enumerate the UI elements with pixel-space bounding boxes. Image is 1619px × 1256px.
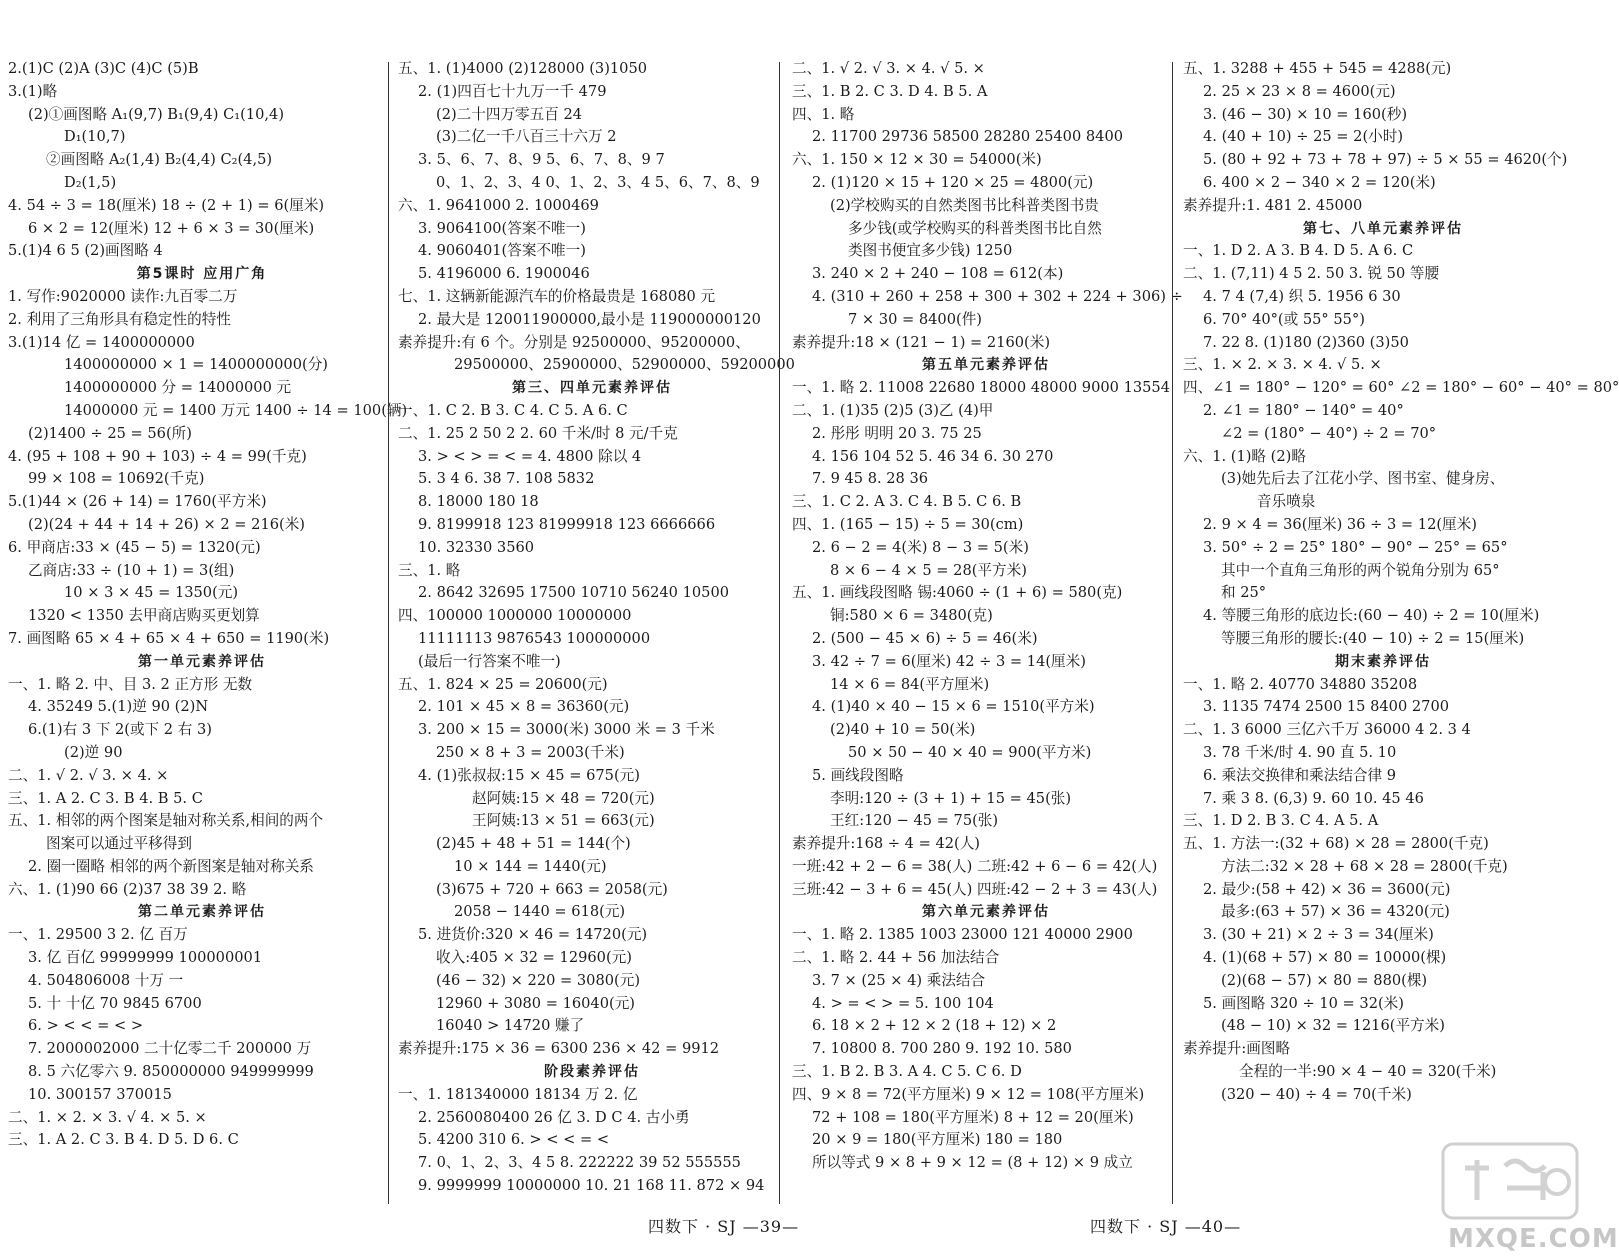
column-2 — [398, 58, 795, 1198]
answer-line: 4. (40 + 10) ÷ 25 = 2(小时) — [1203, 128, 1404, 146]
answer-line: 9. 9999999 10000000 10. 21 168 11. 872 × 94 — [418, 1177, 765, 1195]
answer-line: 7. 10800 8. 700 280 9. 192 10. 580 — [812, 1040, 1072, 1058]
answer-line: 类图书便宜多少钱) 1250 — [848, 242, 1013, 260]
answer-line: 2. (1)120 × 15 + 120 × 25 = 4800(元) — [812, 173, 1094, 191]
answer-line: 1400000000 × 1 = 1400000000(分) — [64, 356, 328, 374]
answer-line: (2)①画图略 A₁(9,7) B₁(9,4) C₁(10,4) — [28, 105, 285, 123]
answer-line: (2)(24 + 44 + 14 + 26) × 2 = 216(米) — [28, 515, 305, 533]
answer-line: 2058 − 1440 = 618(元) — [454, 903, 626, 921]
answer-line: 8. 18000 180 18 — [418, 493, 539, 511]
answer-line: 2.(1)C (2)A (3)C (4)C (5)B — [8, 60, 199, 77]
page-footer-left: 四数下 · SJ —39— — [648, 1217, 800, 1236]
answer-line: 2. ∠1 = 180° − 140° = 40° — [1203, 401, 1404, 419]
answer-line: 一、1. 略 2. 11008 22680 18000 48000 9000 13554 — [792, 379, 1171, 397]
answer-line: 二、1. √ 2. √ 3. × 4. √ 5. × — [792, 60, 985, 77]
answer-line: 四、1. (165 − 15) ÷ 5 = 30(cm) — [792, 515, 1024, 533]
answer-line: 其中一个直角三角形的两个锐角分别为 65° — [1221, 561, 1500, 579]
answer-line: 5. 十 十亿 70 9845 6700 — [28, 994, 202, 1012]
answer-line: 七、1. 这辆新能源汽车的价格最贵是 168080 元 — [398, 287, 716, 305]
answer-line: (48 − 10) × 32 = 1216(平方米) — [1221, 1017, 1445, 1035]
answer-line: 三、1. D 2. B 3. C 4. A 5. A — [1183, 812, 1379, 830]
answer-line: 4. > = < > = 5. 100 104 — [812, 994, 994, 1012]
answer-line: 四、100000 1000000 10000000 — [398, 607, 632, 625]
answer-line: 二、1. (1)35 (2)5 (3)乙 (4)甲 — [792, 401, 994, 419]
answer-line: 五、1. 画线段图略 锡:4060 ÷ (1 + 6) = 580(克) — [792, 584, 1123, 602]
answer-line: 8 × 6 − 4 × 5 = 28(平方米) — [830, 561, 1027, 579]
answer-line: 1320 < 1350 去甲商店购买更划算 — [28, 607, 260, 625]
section-heading: 阶段素养评估 — [544, 1064, 640, 1081]
answer-line: (2)逆 90 — [64, 743, 123, 761]
answer-line: 素养提升:有 6 个。分别是 92500000、95200000、 — [398, 333, 750, 351]
answer-line: 李明:120 ÷ (3 + 1) + 15 = 45(张) — [830, 789, 1072, 807]
page-footer-right: 四数下 · SJ —40— — [1090, 1217, 1242, 1236]
answer-line: 素养提升:18 × (121 − 1) = 2160(米) — [792, 333, 1051, 351]
column-divider — [779, 62, 780, 1204]
answer-line: (2)45 + 48 + 51 = 144(个) — [436, 835, 631, 853]
answer-line: 7. 22 8. (1)180 (2)360 (3)50 — [1203, 333, 1409, 351]
column-3 — [792, 58, 1183, 1175]
answer-line: 4. 156 104 52 5. 46 34 6. 30 270 — [812, 447, 1054, 465]
answer-line: 一、1. 29500 3 2. 亿 百万 — [8, 926, 188, 944]
answer-line: 5. 画图略 320 ÷ 10 = 32(米) — [1203, 994, 1404, 1012]
answer-line: 音乐喷泉 — [1257, 493, 1316, 511]
answer-line: 和 25° — [1221, 584, 1267, 602]
section-heading: 第七、八单元素养评估 — [1303, 220, 1463, 237]
answer-line: 3. 78 千米/时 4. 90 直 5. 10 — [1203, 743, 1397, 761]
answer-line: 素养提升:175 × 36 = 6300 236 × 42 = 9912 — [398, 1040, 720, 1058]
answer-line: 六、1. 9641000 2. 1000469 — [398, 196, 599, 214]
answer-line: 二、1. (7,11) 4 5 2. 50 3. 锐 50 等腰 — [1183, 265, 1440, 283]
answer-line: 5. 3 4 6. 38 7. 108 5832 — [418, 470, 595, 488]
answer-line: 11111113 9876543 100000000 — [418, 629, 651, 647]
answer-line: ∠2 = (180° − 40°) ÷ 2 = 70° — [1221, 424, 1437, 442]
answer-line: 99 × 108 = 10692(千克) — [28, 470, 205, 488]
answer-line: (320 − 40) ÷ 4 = 70(千米) — [1221, 1085, 1412, 1103]
answer-line: 7. 乘 3 8. (6,3) 9. 60 10. 45 46 — [1203, 789, 1424, 807]
answer-line: 4. (1)(68 + 57) × 80 = 10000(棵) — [1203, 949, 1447, 967]
answer-line: 6 × 2 = 12(厘米) 12 + 6 × 3 = 30(厘米) — [28, 219, 315, 237]
answer-line: 四、1. 略 — [792, 105, 855, 123]
watermark-text: MXQE.COM — [1448, 1224, 1619, 1254]
answer-line: 4. 504806008 十万 一 — [28, 971, 184, 989]
answer-line: 2. 6 − 2 = 4(米) 8 − 3 = 5(米) — [812, 538, 1029, 556]
answer-line: 2. 最大是 120011900000,最小是 119000000120 — [418, 310, 761, 328]
answer-line: 等腰三角形的腰长:(40 − 10) ÷ 2 = 15(厘米) — [1221, 629, 1525, 647]
answer-line: 7. 9 45 8. 28 36 — [812, 470, 929, 488]
column-divider — [1172, 62, 1173, 1204]
answer-line: 五、1. 方法一:(32 + 68) × 28 = 2800(千克) — [1183, 835, 1489, 853]
answer-line: (46 − 32) × 220 = 3080(元) — [436, 971, 641, 989]
answer-line: 72 + 108 = 180(平方厘米) 8 + 12 = 20(厘米) — [812, 1108, 1134, 1126]
answer-line: 二、1. 略 2. 44 + 56 加法结合 — [792, 949, 1000, 967]
answer-line: 10. 300157 370015 — [28, 1085, 172, 1103]
answer-line: 图案可以通过平移得到 — [46, 835, 192, 853]
answer-line: 四、9 × 8 = 72(平方厘米) 9 × 12 = 108(平方厘米) — [792, 1085, 1145, 1103]
answer-line: 2. 101 × 45 × 8 = 36360(元) — [418, 698, 630, 716]
column-divider — [388, 62, 389, 1204]
answer-line: 3. 50° ÷ 2 = 25° 180° − 90° − 25° = 65° — [1203, 538, 1508, 556]
answer-line: 一、1. D 2. A 3. B 4. D 5. A 6. C — [1183, 242, 1414, 260]
answer-line: 3.(1)略 — [8, 82, 58, 100]
answer-line: 一班:42 + 2 − 6 = 38(人) 二班:42 + 6 − 6 = 42(人) — [792, 857, 1158, 875]
answer-line: 五、1. 相邻的两个图案是轴对称关系,相间的两个 — [8, 812, 324, 830]
answer-line: D₂(1,5) — [64, 173, 117, 191]
answer-line: 全程的一半:90 × 4 − 40 = 320(千米) — [1239, 1063, 1497, 1081]
answer-line: 赵阿姨:15 × 48 = 720(元) — [472, 789, 655, 807]
answer-line: 六、1. 150 × 12 × 30 = 54000(米) — [792, 151, 1042, 169]
section-heading: 第三、四单元素养评估 — [512, 380, 672, 397]
answer-line: 六、1. (1)略 (2)略 — [1183, 447, 1306, 465]
column-4 — [1183, 58, 1619, 1107]
answer-line: (2)40 + 10 = 50(米) — [830, 721, 976, 739]
answer-line: (2)(68 − 57) × 80 = 880(棵) — [1221, 971, 1428, 989]
answer-line: 王红:120 − 45 = 75(张) — [830, 812, 999, 830]
answer-line: 29500000、25900000、52900000、59200000 — [454, 356, 795, 374]
answer-line: 铜:580 × 6 = 3480(克) — [830, 607, 993, 625]
answer-line: 3. 42 ÷ 7 = 6(厘米) 42 ÷ 3 = 14(厘米) — [812, 652, 1086, 670]
answer-line: 一、1. 181340000 18134 万 2. 亿 — [398, 1085, 638, 1103]
answer-line: 2. 11700 29736 58500 28280 25400 8400 — [812, 128, 1124, 146]
answer-line: (2)学校购买的自然类图书比科普类图书贵 — [830, 196, 1099, 214]
answer-line: 6. 甲商店:33 × (45 − 5) = 1320(元) — [8, 538, 261, 556]
answer-line: 5. 4196000 6. 1900046 — [418, 265, 590, 283]
answer-line: 5.(1)4 6 5 (2)画图略 4 — [8, 242, 163, 260]
answer-line: 三班:42 − 3 + 6 = 45(人) 四班:42 − 2 + 3 = 43(人) — [792, 880, 1158, 898]
answer-line: 收入:405 × 32 = 12960(元) — [436, 949, 632, 967]
answer-line: 3. 7 × (25 × 4) 乘法结合 — [812, 971, 986, 989]
answer-line: 四、∠1 = 180° − 120° = 60° ∠2 = 180° − 60° − 40° = 80° — [1183, 379, 1619, 397]
answer-line: ②画图略 A₂(1,4) B₂(4,4) C₂(4,5) — [46, 151, 273, 169]
answer-line: 二、1. 3 6000 三亿六千万 36000 4 2. 3 4 — [1183, 721, 1471, 739]
answer-line: 5. 画线段图略 — [812, 766, 904, 784]
answer-line: 250 × 8 + 3 = 2003(千米) — [436, 743, 625, 761]
answer-line: 10 × 3 × 45 = 1350(元) — [64, 584, 239, 602]
answer-line: 50 × 50 − 40 × 40 = 900(平方米) — [848, 743, 1092, 761]
answer-line: 方法二:32 × 28 + 68 × 28 = 2800(千克) — [1221, 857, 1508, 875]
answer-line: 二、1. 25 2 50 2 2. 60 千米/时 8 元/千克 — [398, 424, 678, 442]
answer-line: 16040 > 14720 赚了 — [436, 1017, 585, 1035]
answer-line: 5.(1)44 × (26 + 14) = 1760(平方米) — [8, 493, 267, 511]
answer-line: 一、1. 略 2. 1385 1003 23000 121 40000 2900 — [792, 926, 1133, 944]
answer-line: 2. 2560080400 26 亿 3. D C 4. 古小勇 — [418, 1108, 690, 1126]
answer-line: 五、1. 824 × 25 = 20600(元) — [398, 675, 608, 693]
answer-line: 2. 彤彤 明明 20 3. 75 25 — [812, 424, 982, 442]
answer-line: 3.(1)14 亿 = 1400000000 — [8, 333, 195, 351]
answer-line: 三、1. × 2. × 3. × 4. √ 5. × — [1183, 356, 1382, 374]
answer-line: 3. 亿 百亿 99999999 100000001 — [28, 949, 263, 967]
answer-line: 二、1. √ 2. √ 3. × 4. × — [8, 766, 169, 784]
section-heading: 第六单元素养评估 — [922, 904, 1050, 921]
answer-line: 素养提升:画图略 — [1183, 1040, 1291, 1058]
answer-line: 14 × 6 = 84(平方厘米) — [830, 675, 990, 693]
answer-line: 2. (1)四百七十九万一千 479 — [418, 82, 607, 100]
answer-line: 8. 5 六亿零六 9. 850000000 949999999 — [28, 1063, 314, 1081]
answer-line: 4. 9060401(答案不唯一) — [418, 242, 586, 260]
answer-line: 素养提升:1. 481 2. 45000 — [1183, 196, 1363, 214]
section-heading: 第五单元素养评估 — [922, 357, 1050, 374]
answer-line: (最后一行答案不唯一) — [418, 652, 561, 670]
answer-line: 10 × 144 = 1440(元) — [454, 857, 607, 875]
answer-line: 4. (1)张叔叔:15 × 45 = 675(元) — [418, 766, 640, 784]
answer-line: 20 × 9 = 180(平方厘米) 180 = 180 — [812, 1131, 1063, 1149]
answer-line: 三、1. C 2. A 3. C 4. B 5. C 6. B — [792, 493, 1022, 511]
answer-line: 三、1. 略 — [398, 561, 461, 579]
answer-line: 4. 54 ÷ 3 = 18(厘米) 18 ÷ (2 + 1) = 6(厘米) — [8, 196, 325, 214]
section-heading: 第二单元素养评估 — [138, 904, 266, 921]
answer-line: 4. (310 + 260 + 258 + 300 + 302 + 224 + 306) ÷ — [812, 287, 1183, 305]
answer-line: 王阿姨:13 × 51 = 663(元) — [472, 812, 655, 830]
answer-line: 3. 240 × 2 + 240 − 108 = 612(本) — [812, 265, 1064, 283]
answer-line: 4. (1)40 × 40 − 15 × 6 = 1510(平方米) — [812, 698, 1095, 716]
answer-line: 12960 + 3080 = 16040(元) — [436, 994, 635, 1012]
answer-line: 14000000 元 = 1400 万元 1400 ÷ 14 = 100(辆) — [64, 401, 408, 419]
answer-line: 3. 1135 7474 2500 15 8400 2700 — [1203, 698, 1450, 716]
answer-line: 三、1. A 2. C 3. B 4. D 5. D 6. C — [8, 1131, 239, 1149]
answer-line: 2. (500 − 45 × 6) ÷ 5 = 46(米) — [812, 629, 1038, 647]
answer-line: 1400000000 分 = 14000000 元 — [64, 379, 292, 397]
answer-line: 7. 0、1、2、3、4 5 8. 222222 39 52 555555 — [418, 1154, 741, 1172]
answer-line: 乙商店:33 ÷ (10 + 1) = 3(组) — [28, 561, 235, 579]
answer-line: 所以等式 9 × 8 + 9 × 12 = (8 + 12) × 9 成立 — [812, 1154, 1133, 1172]
answer-line: 多少钱(或学校购买的科普类图书比自然 — [848, 219, 1102, 237]
answer-line: 一、1. 略 2. 40770 34880 35208 — [1183, 675, 1418, 693]
answer-line: 9. 8199918 123 81999918 123 6666666 — [418, 515, 716, 533]
answer-line: 6. 乘法交换律和乘法结合律 9 — [1203, 766, 1397, 784]
answer-line: 最多:(63 + 57) × 36 = 4320(元) — [1221, 903, 1450, 921]
section-heading: 第5课时 应用广角 — [136, 266, 268, 283]
answer-line: (3)她先后去了江花小学、图书室、健身房、 — [1221, 470, 1505, 488]
answer-line: 三、1. B 2. B 3. A 4. C 5. C 6. D — [792, 1063, 1022, 1081]
answer-line: 素养提升:168 ÷ 4 = 42(人) — [792, 835, 980, 853]
answer-line: 10. 32330 3560 — [418, 538, 535, 556]
answer-line: 2. 9 × 4 = 36(厘米) 36 ÷ 3 = 12(厘米) — [1203, 515, 1477, 533]
answer-line: (3)675 + 720 + 663 = 2058(元) — [436, 880, 668, 898]
answer-line: 3. 9064100(答案不唯一) — [418, 219, 586, 237]
answer-line: 4. 7 4 (7,4) 织 5. 1956 6 30 — [1203, 287, 1401, 305]
section-heading: 第一单元素养评估 — [138, 653, 266, 670]
answer-line: 1. 写作:9020000 读作:九百零二万 — [8, 287, 238, 305]
answer-line: 一、1. C 2. B 3. C 4. C 5. A 6. C — [398, 401, 628, 419]
answer-line: 6. 400 × 2 − 340 × 2 = 120(米) — [1203, 173, 1436, 191]
answer-line: 二、1. × 2. × 3. √ 4. × 5. × — [8, 1108, 207, 1126]
answer-line: D₁(10,7) — [64, 128, 126, 146]
answer-line: 4. 等腰三角形的底边长:(60 − 40) ÷ 2 = 10(厘米) — [1203, 607, 1540, 625]
answer-line: 五、1. 3288 + 455 + 545 = 4288(元) — [1183, 60, 1452, 77]
section-heading: 期末素养评估 — [1335, 653, 1431, 670]
answer-line: 五、1. (1)4000 (2)128000 (3)1050 — [398, 60, 648, 77]
answer-line: 2. 圈一圈略 相邻的两个新图案是轴对称关系 — [28, 857, 314, 875]
answer-line: 2. 利用了三角形具有稳定性的特性 — [8, 310, 231, 328]
answer-line: 5. 4200 310 6. > < < = < — [418, 1131, 610, 1149]
answer-line: 3. (30 + 21) × 2 ÷ 3 = 34(厘米) — [1203, 926, 1434, 944]
answer-line: 三、1. B 2. C 3. D 4. B 5. A — [792, 82, 988, 100]
answer-line: (2)二十四万零五百 24 — [436, 105, 583, 123]
answer-line: 3. 200 × 15 = 3000(米) 3000 米 = 3 千米 — [418, 721, 715, 739]
answer-line: 6. > < < = < > — [28, 1017, 144, 1035]
answer-line: 2. 8642 32695 17500 10710 56240 10500 — [418, 584, 730, 602]
answer-line: 6. 70° 40°(或 55° 55°) — [1203, 310, 1365, 328]
answer-line: 5. 进货价:320 × 46 = 14720(元) — [418, 926, 648, 944]
answer-line: 三、1. A 2. C 3. B 4. B 5. C — [8, 789, 203, 807]
answer-line: (2)1400 ÷ 25 = 56(所) — [28, 424, 192, 442]
answer-line: 4. (95 + 108 + 90 + 103) ÷ 4 = 99(千克) — [8, 447, 307, 465]
answer-line: 六、1. (1)90 66 (2)37 38 39 2. 略 — [8, 880, 247, 898]
answer-line: 7. 2000002000 二十亿零二千 200000 万 — [28, 1040, 312, 1058]
answer-line: 5. (80 + 92 + 73 + 78 + 97) ÷ 5 × 55 = 4620(个) — [1203, 151, 1568, 169]
answer-line: 7 × 30 = 8400(件) — [848, 310, 982, 328]
answer-line: 6. 18 × 2 + 12 × 2 (18 + 12) × 2 — [812, 1017, 1057, 1035]
answer-line: 一、1. 略 2. 中、目 3. 2 正方形 无数 — [8, 675, 253, 693]
answer-line: 2. 25 × 23 × 8 = 4600(元) — [1203, 82, 1396, 100]
answer-line: 4. 35249 5.(1)逆 90 (2)N — [28, 698, 209, 716]
column-1 — [8, 58, 408, 1152]
answer-line: 3. > < > = < = 4. 4800 除以 4 — [418, 447, 642, 465]
answer-line: 2. 最少:(58 + 42) × 36 = 3600(元) — [1203, 880, 1451, 898]
answer-line: 6.(1)右 3 下 2(或下 2 右 3) — [28, 721, 212, 739]
answer-line: 3. 5、6、7、8、9 5、6、7、8、9 7 — [418, 151, 665, 169]
answer-line: 0、1、2、3、4 0、1、2、3、4 5、6、7、8、9 — [436, 173, 760, 191]
answer-line: (3)二亿一千八百三十六万 2 — [436, 128, 617, 146]
answer-line: 7. 画图略 65 × 4 + 65 × 4 + 650 = 1190(米) — [8, 629, 330, 647]
answer-line: 3. (46 − 30) × 10 = 160(秒) — [1203, 105, 1408, 123]
